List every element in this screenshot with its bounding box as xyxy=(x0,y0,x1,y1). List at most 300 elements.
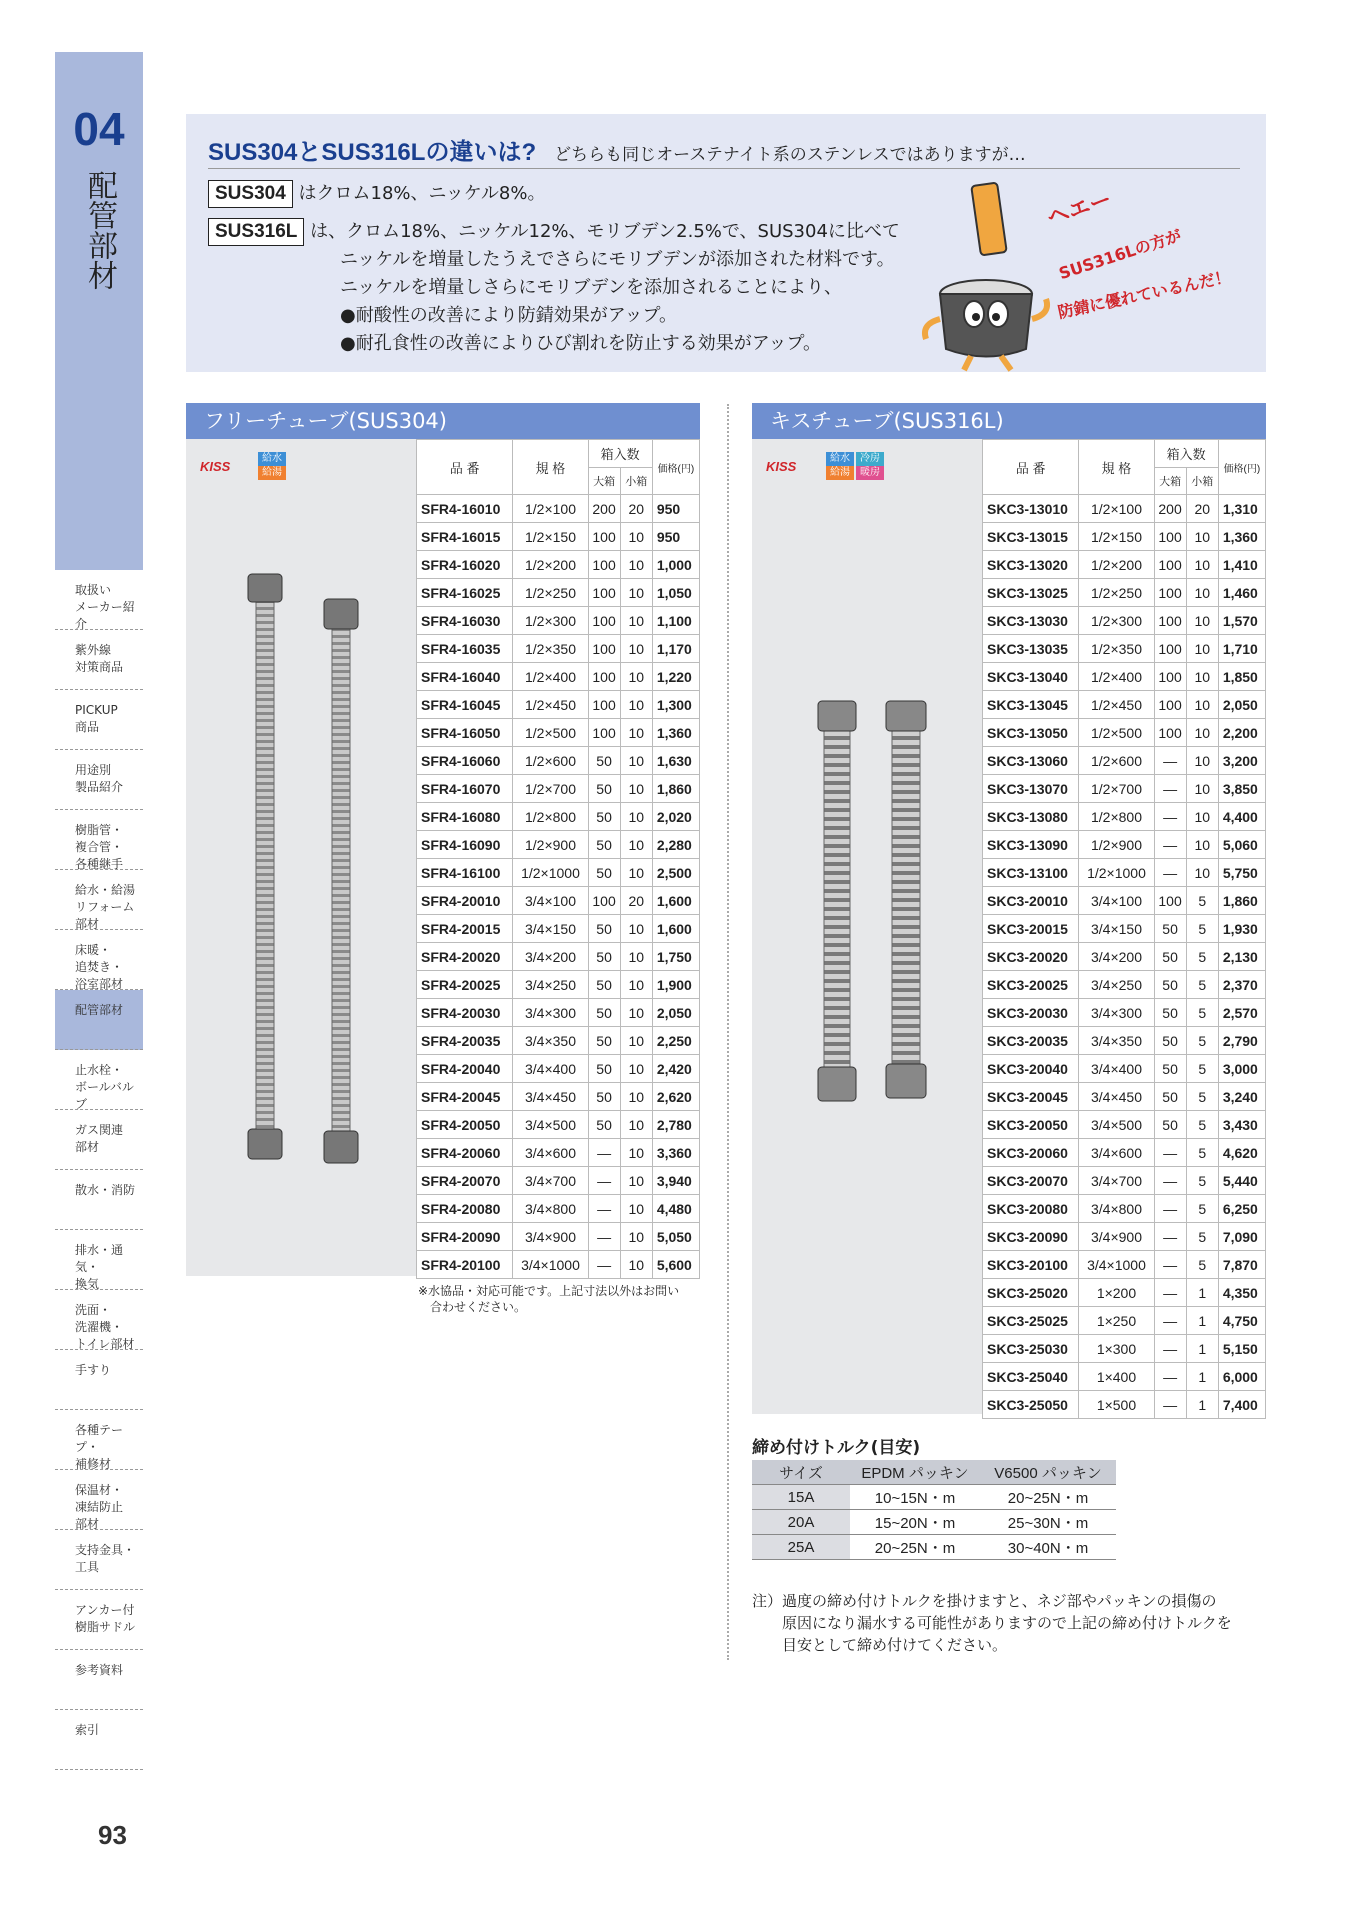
price: 1,220 xyxy=(652,663,699,691)
table-row xyxy=(417,579,700,607)
product-code: SFR4-20015 xyxy=(417,915,513,943)
sus316-line: ニッケルを増量しさらにモリブデンを添加されることにより、 xyxy=(340,277,843,298)
table-row xyxy=(417,915,700,943)
small-box-qty: 5 xyxy=(1186,1223,1218,1251)
price: 2,370 xyxy=(1218,971,1265,999)
spec: 1/2×900 xyxy=(1079,831,1154,859)
price: 1,360 xyxy=(1218,523,1265,551)
table-row xyxy=(417,1167,700,1195)
spec: 3/4×400 xyxy=(1079,1055,1154,1083)
sidebar-item[interactable]: 床暖・ 追焚き・ 浴室部材 xyxy=(55,930,143,990)
table-row xyxy=(983,887,1266,915)
small-box-qty: 10 xyxy=(620,1195,652,1223)
sidebar-item[interactable]: 用途別 製品紹介 xyxy=(55,750,143,810)
sidebar-item[interactable]: 保温材・ 凍結防止 部材 xyxy=(55,1470,143,1530)
table-row xyxy=(417,971,700,999)
product-code: SKC3-20060 xyxy=(983,1139,1079,1167)
product-code: SKC3-25025 xyxy=(983,1307,1079,1335)
big-box-qty: — xyxy=(1154,1307,1186,1335)
free-tube-note: ※水協品・対応可能です。上記寸法以外はお問い 合わせください。 xyxy=(418,1284,680,1314)
spec: 3/4×500 xyxy=(1079,1111,1154,1139)
table-row xyxy=(983,1363,1266,1391)
info-subheading: どちらも同じオーステナイト系のステンレスではありますが… xyxy=(554,145,1026,165)
price: 7,090 xyxy=(1218,1223,1265,1251)
price: 2,280 xyxy=(652,831,699,859)
big-box-qty: — xyxy=(588,1139,620,1167)
big-box-qty: 100 xyxy=(588,579,620,607)
spec: 1/2×400 xyxy=(513,663,588,691)
sidebar-item[interactable]: 散水・消防 xyxy=(55,1170,143,1230)
chapter-title xyxy=(55,170,143,298)
col-spec: 規 格 xyxy=(1079,440,1154,495)
small-box-qty: 10 xyxy=(620,747,652,775)
price: 1,000 xyxy=(652,551,699,579)
product-code: SFR4-20080 xyxy=(417,1195,513,1223)
product-code: SKC3-20100 xyxy=(983,1251,1079,1279)
product-code: SKC3-25030 xyxy=(983,1335,1079,1363)
product-code: SKC3-25020 xyxy=(983,1279,1079,1307)
spec: 1/2×100 xyxy=(513,495,588,523)
product-code: SKC3-20010 xyxy=(983,887,1079,915)
torque-size: 15A xyxy=(752,1485,850,1510)
small-box-qty: 10 xyxy=(1186,831,1218,859)
small-box-qty: 10 xyxy=(620,1167,652,1195)
price: 5,060 xyxy=(1218,831,1265,859)
price: 2,020 xyxy=(652,803,699,831)
small-box-qty: 10 xyxy=(620,943,652,971)
spec: 3/4×1000 xyxy=(513,1251,588,1279)
price: 950 xyxy=(652,523,699,551)
sidebar-item[interactable]: 止水栓・ ボールバルブ xyxy=(55,1050,143,1110)
big-box-qty: 200 xyxy=(1154,495,1186,523)
small-box-qty: 10 xyxy=(620,915,652,943)
big-box-qty: 50 xyxy=(1154,943,1186,971)
spec: 3/4×700 xyxy=(513,1167,588,1195)
table-row xyxy=(983,1251,1266,1279)
mascot-exclaim: ヘエー xyxy=(1044,187,1115,232)
product-code: SFR4-20050 xyxy=(417,1111,513,1139)
spec: 1/2×500 xyxy=(513,719,588,747)
big-box-qty: 50 xyxy=(588,775,620,803)
big-box-qty: 100 xyxy=(1154,719,1186,747)
big-box-qty: 100 xyxy=(1154,607,1186,635)
spec: 1/2×450 xyxy=(1079,691,1154,719)
table-row xyxy=(983,691,1266,719)
sidebar-item[interactable]: 紫外線 対策商品 xyxy=(55,630,143,690)
product-code: SFR4-16070 xyxy=(417,775,513,803)
big-box-qty: 50 xyxy=(588,1055,620,1083)
spec: 1/2×600 xyxy=(513,747,588,775)
sidebar-item[interactable]: 参考資料 xyxy=(55,1650,143,1710)
small-box-qty: 5 xyxy=(1186,887,1218,915)
spec: 1×300 xyxy=(1079,1335,1154,1363)
big-box-qty: — xyxy=(1154,1167,1186,1195)
table-row xyxy=(417,1055,700,1083)
chapter-tab xyxy=(55,52,143,570)
sidebar-item[interactable]: PICKUP 商品 xyxy=(55,690,143,750)
small-box-qty: 10 xyxy=(620,1027,652,1055)
product-code: SFR4-16030 xyxy=(417,607,513,635)
table-row xyxy=(983,747,1266,775)
product-code: SKC3-13080 xyxy=(983,803,1079,831)
big-box-qty: 100 xyxy=(1154,579,1186,607)
big-box-qty: 50 xyxy=(1154,1055,1186,1083)
small-box-qty: 10 xyxy=(620,803,652,831)
big-box-qty: 100 xyxy=(588,607,620,635)
badge-water: 給水 xyxy=(826,452,854,466)
price: 5,050 xyxy=(652,1223,699,1251)
product-code: SFR4-20100 xyxy=(417,1251,513,1279)
big-box-qty: 50 xyxy=(588,803,620,831)
small-box-qty: 10 xyxy=(1186,663,1218,691)
badge-hot-water: 給湯 xyxy=(258,466,286,480)
spec: 1/2×100 xyxy=(1079,495,1154,523)
col-spec: 規 格 xyxy=(513,440,588,495)
sidebar-item[interactable]: 給水・給湯 リフォーム 部材 xyxy=(55,870,143,930)
price: 1,860 xyxy=(1218,887,1265,915)
table-row xyxy=(983,915,1266,943)
table-row xyxy=(752,1485,1116,1510)
spec: 3/4×900 xyxy=(1079,1223,1154,1251)
col-big-box: 大箱 xyxy=(588,468,620,495)
small-box-qty: 5 xyxy=(1186,1251,1218,1279)
product-code: SFR4-16090 xyxy=(417,831,513,859)
spec: 3/4×250 xyxy=(1079,971,1154,999)
spec: 1/2×150 xyxy=(513,523,588,551)
product-code: SFR4-20020 xyxy=(417,943,513,971)
spec: 1/2×1000 xyxy=(513,859,588,887)
small-box-qty: 10 xyxy=(620,691,652,719)
price: 1,860 xyxy=(652,775,699,803)
small-box-qty: 10 xyxy=(1186,719,1218,747)
spec: 1/2×900 xyxy=(513,831,588,859)
torque-size: 20A xyxy=(752,1510,850,1535)
small-box-qty: 10 xyxy=(1186,551,1218,579)
product-code: SFR4-20025 xyxy=(417,971,513,999)
price: 4,750 xyxy=(1218,1307,1265,1335)
sidebar-item[interactable]: 樹脂管・ 複合管・ 各種継手 xyxy=(55,810,143,870)
spec: 3/4×100 xyxy=(513,887,588,915)
sidebar-item[interactable]: 索引 xyxy=(55,1710,143,1770)
kiss-tube-header: キスチューブ(SUS316L) xyxy=(752,403,1266,439)
small-box-qty: 10 xyxy=(620,579,652,607)
spec: 3/4×600 xyxy=(513,1139,588,1167)
table-row xyxy=(983,1055,1266,1083)
price: 1,170 xyxy=(652,635,699,663)
col-price: 価格(円) xyxy=(652,440,699,495)
product-code: SKC3-13025 xyxy=(983,579,1079,607)
price: 3,200 xyxy=(1218,747,1265,775)
product-code: SKC3-20040 xyxy=(983,1055,1079,1083)
table-row xyxy=(983,1223,1266,1251)
spec: 3/4×200 xyxy=(1079,943,1154,971)
torque-col-epdm: EPDM パッキン xyxy=(850,1460,980,1485)
table-row xyxy=(417,719,700,747)
table-row xyxy=(417,999,700,1027)
table-row xyxy=(983,635,1266,663)
sidebar-item[interactable]: 支持金具・ 工具 xyxy=(55,1530,143,1590)
product-code: SFR4-16020 xyxy=(417,551,513,579)
big-box-qty: — xyxy=(1154,1139,1186,1167)
table-row xyxy=(983,803,1266,831)
free-tube-photo xyxy=(186,439,416,1276)
small-box-qty: 5 xyxy=(1186,1027,1218,1055)
big-box-qty: — xyxy=(1154,747,1186,775)
torque-v6500: 20~25N・m xyxy=(980,1485,1116,1510)
tube-image xyxy=(752,439,982,1414)
product-code: SFR4-16025 xyxy=(417,579,513,607)
spec: 1/2×250 xyxy=(513,579,588,607)
torque-epdm: 15~20N・m xyxy=(850,1510,980,1535)
product-code: SFR4-16060 xyxy=(417,747,513,775)
table-row xyxy=(417,943,700,971)
price: 1,300 xyxy=(652,691,699,719)
price: 1,050 xyxy=(652,579,699,607)
small-box-qty: 1 xyxy=(1186,1307,1218,1335)
big-box-qty: 100 xyxy=(588,887,620,915)
big-box-qty: 50 xyxy=(588,999,620,1027)
sus316-line: ニッケルを増量したうえでさらにモリブデンが添加された材料です。 xyxy=(340,249,895,270)
price: 2,130 xyxy=(1218,943,1265,971)
big-box-qty: 50 xyxy=(588,1111,620,1139)
col-box: 箱入数 xyxy=(588,440,652,468)
spec: 1/2×350 xyxy=(1079,635,1154,663)
table-row xyxy=(983,523,1266,551)
product-code: SFR4-20060 xyxy=(417,1139,513,1167)
col-big-box: 大箱 xyxy=(1154,468,1186,495)
spec: 1/2×800 xyxy=(513,803,588,831)
small-box-qty: 1 xyxy=(1186,1335,1218,1363)
big-box-qty: — xyxy=(1154,1335,1186,1363)
spec: 3/4×600 xyxy=(1079,1139,1154,1167)
price: 7,870 xyxy=(1218,1251,1265,1279)
torque-v6500: 25~30N・m xyxy=(980,1510,1116,1535)
big-box-qty: — xyxy=(588,1167,620,1195)
big-box-qty: 100 xyxy=(588,663,620,691)
big-box-qty: 50 xyxy=(588,915,620,943)
table-row xyxy=(983,999,1266,1027)
price: 2,200 xyxy=(1218,719,1265,747)
big-box-qty: 50 xyxy=(588,1083,620,1111)
price: 1,410 xyxy=(1218,551,1265,579)
sus304-label: SUS304 xyxy=(208,180,293,208)
table-row xyxy=(417,887,700,915)
small-box-qty: 5 xyxy=(1186,1111,1218,1139)
big-box-qty: 50 xyxy=(1154,1083,1186,1111)
mascot-illustration xyxy=(916,174,1246,374)
small-box-qty: 10 xyxy=(620,1139,652,1167)
big-box-qty: 50 xyxy=(588,943,620,971)
small-box-qty: 10 xyxy=(1186,803,1218,831)
small-box-qty: 10 xyxy=(620,1055,652,1083)
price: 5,150 xyxy=(1218,1335,1265,1363)
price: 5,600 xyxy=(652,1251,699,1279)
big-box-qty: — xyxy=(588,1223,620,1251)
table-row xyxy=(983,859,1266,887)
product-code: SKC3-20015 xyxy=(983,915,1079,943)
price: 6,000 xyxy=(1218,1363,1265,1391)
big-box-qty: 50 xyxy=(588,1027,620,1055)
torque-col-size: サイズ xyxy=(752,1460,850,1485)
torque-v6500: 30~40N・m xyxy=(980,1535,1116,1560)
spec: 3/4×900 xyxy=(513,1223,588,1251)
sus304-text: はクロム18%、ニッケル8%。 xyxy=(298,183,546,204)
sidebar-item[interactable]: 配管部材 xyxy=(55,990,143,1050)
small-box-qty: 10 xyxy=(1186,607,1218,635)
big-box-qty: — xyxy=(1154,1279,1186,1307)
price: 2,420 xyxy=(652,1055,699,1083)
product-code: SKC3-20045 xyxy=(983,1083,1079,1111)
page-number: 93 xyxy=(98,1820,127,1850)
col-code: 品 番 xyxy=(983,440,1079,495)
table-row xyxy=(983,1083,1266,1111)
col-small-box: 小箱 xyxy=(1186,468,1218,495)
product-code: SFR4-20090 xyxy=(417,1223,513,1251)
small-box-qty: 10 xyxy=(620,719,652,747)
badge-water: 給水 xyxy=(258,452,286,466)
price: 1,570 xyxy=(1218,607,1265,635)
big-box-qty: 100 xyxy=(1154,635,1186,663)
torque-col-v6500: V6500 パッキン xyxy=(980,1460,1116,1485)
table-row xyxy=(983,1027,1266,1055)
price: 950 xyxy=(652,495,699,523)
table-row xyxy=(417,495,700,523)
table-row xyxy=(983,579,1266,607)
price: 3,000 xyxy=(1218,1055,1265,1083)
big-box-qty: — xyxy=(1154,803,1186,831)
mascot-speech-2: 防錆に優れているんだ！ xyxy=(1056,266,1233,323)
table-row xyxy=(983,495,1266,523)
price: 1,850 xyxy=(1218,663,1265,691)
big-box-qty: 100 xyxy=(1154,523,1186,551)
spec: 3/4×250 xyxy=(513,971,588,999)
small-box-qty: 10 xyxy=(1186,579,1218,607)
table-row xyxy=(417,1083,700,1111)
chapter-title-text: 配管部材 xyxy=(82,170,117,290)
table-row xyxy=(417,691,700,719)
big-box-qty: 50 xyxy=(588,831,620,859)
small-box-qty: 10 xyxy=(620,1083,652,1111)
table-row xyxy=(417,1195,700,1223)
price: 3,240 xyxy=(1218,1083,1265,1111)
torque-epdm: 10~15N・m xyxy=(850,1485,980,1510)
spec: 1×400 xyxy=(1079,1363,1154,1391)
torque-title: 締め付けトルク(目安) xyxy=(752,1438,921,1458)
spec: 3/4×1000 xyxy=(1079,1251,1154,1279)
table-row xyxy=(983,775,1266,803)
price: 2,620 xyxy=(652,1083,699,1111)
big-box-qty: 100 xyxy=(588,523,620,551)
big-box-qty: — xyxy=(1154,1363,1186,1391)
chapter-number: 04 xyxy=(73,103,125,155)
spec: 1×200 xyxy=(1079,1279,1154,1307)
price: 1,710 xyxy=(1218,635,1265,663)
spec: 3/4×150 xyxy=(513,915,588,943)
price: 4,480 xyxy=(652,1195,699,1223)
table-row xyxy=(417,523,700,551)
col-code: 品 番 xyxy=(417,440,513,495)
small-box-qty: 10 xyxy=(620,1251,652,1279)
tube-image xyxy=(186,439,416,1276)
product-code: SKC3-20090 xyxy=(983,1223,1079,1251)
spec: 3/4×150 xyxy=(1079,915,1154,943)
table-row xyxy=(983,831,1266,859)
sidebar-item[interactable]: ガス関連 部材 xyxy=(55,1110,143,1170)
mascot-speech-1: SUS316Lの方が xyxy=(1056,225,1184,284)
big-box-qty: 50 xyxy=(1154,915,1186,943)
spec: 3/4×350 xyxy=(1079,1027,1154,1055)
torque-size: 25A xyxy=(752,1535,850,1560)
price: 1,630 xyxy=(652,747,699,775)
sidebar-item[interactable]: 取扱い メーカー紹介 xyxy=(55,570,143,630)
price: 3,940 xyxy=(652,1167,699,1195)
price: 3,360 xyxy=(652,1139,699,1167)
price: 2,790 xyxy=(1218,1027,1265,1055)
spec: 3/4×800 xyxy=(513,1195,588,1223)
spec: 1/2×350 xyxy=(513,635,588,663)
product-code: SFR4-20070 xyxy=(417,1167,513,1195)
small-box-qty: 10 xyxy=(620,831,652,859)
torque-epdm: 20~25N・m xyxy=(850,1535,980,1560)
table-row xyxy=(983,1111,1266,1139)
price: 1,600 xyxy=(652,887,699,915)
product-code: SKC3-13060 xyxy=(983,747,1079,775)
spec: 3/4×400 xyxy=(513,1055,588,1083)
product-code: SFR4-20040 xyxy=(417,1055,513,1083)
spec: 1/2×150 xyxy=(1079,523,1154,551)
product-code: SKC3-13015 xyxy=(983,523,1079,551)
sidebar-item[interactable]: 排水・通気・ 換気 xyxy=(55,1230,143,1290)
spec: 3/4×450 xyxy=(513,1083,588,1111)
price: 2,570 xyxy=(1218,999,1265,1027)
sidebar-item[interactable]: 各種テープ・ 補修材 xyxy=(55,1410,143,1470)
small-box-qty: 20 xyxy=(620,887,652,915)
spec: 1×250 xyxy=(1079,1307,1154,1335)
table-row xyxy=(417,663,700,691)
spec: 1/2×800 xyxy=(1079,803,1154,831)
small-box-qty: 10 xyxy=(1186,635,1218,663)
table-row xyxy=(983,663,1266,691)
small-box-qty: 10 xyxy=(1186,775,1218,803)
product-code: SKC3-13020 xyxy=(983,551,1079,579)
big-box-qty: 100 xyxy=(588,691,620,719)
sidebar-item[interactable]: 洗面・ 洗濯機・ トイレ部材 xyxy=(55,1290,143,1350)
table-row xyxy=(417,551,700,579)
spec: 1/2×700 xyxy=(1079,775,1154,803)
big-box-qty: 100 xyxy=(1154,663,1186,691)
sidebar-item[interactable]: アンカー付 樹脂サドル xyxy=(55,1590,143,1650)
spec: 1/2×500 xyxy=(1079,719,1154,747)
price: 5,750 xyxy=(1218,859,1265,887)
big-box-qty: — xyxy=(1154,1223,1186,1251)
product-code: SFR4-20045 xyxy=(417,1083,513,1111)
badge-hot-water: 給湯 xyxy=(826,466,854,480)
table-row xyxy=(417,747,700,775)
big-box-qty: 200 xyxy=(588,495,620,523)
spec: 1/2×450 xyxy=(513,691,588,719)
price: 2,250 xyxy=(652,1027,699,1055)
table-row xyxy=(417,775,700,803)
big-box-qty: 50 xyxy=(1154,1111,1186,1139)
sidebar-item[interactable]: 手すり xyxy=(55,1350,143,1410)
small-box-qty: 10 xyxy=(620,523,652,551)
product-code: SKC3-20035 xyxy=(983,1027,1079,1055)
table-row xyxy=(417,859,700,887)
small-box-qty: 10 xyxy=(620,635,652,663)
table-row xyxy=(752,1535,1116,1560)
table-row xyxy=(983,719,1266,747)
product-code: SKC3-13035 xyxy=(983,635,1079,663)
